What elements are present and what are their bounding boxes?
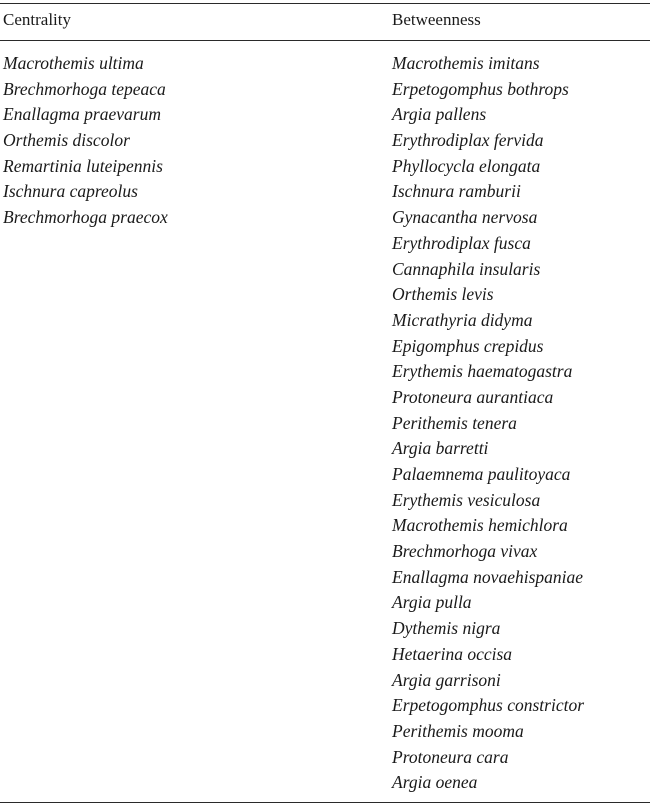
species-name: Micrathyria didyma [392, 309, 533, 330]
species-name: Erpetogomphus bothrops [392, 78, 569, 99]
species-name: Brechmorhoga vivax [392, 541, 538, 562]
species-name: Palaemnema paulitoyaca [392, 464, 571, 484]
species-name: Argia barretti [392, 438, 489, 459]
species-name: Argia pulla [392, 592, 472, 613]
species-name: Dythemis nigra [392, 618, 501, 639]
species-name: Enallagma novaehispaniae [392, 566, 584, 587]
species-name: Orthemis levis [392, 284, 494, 305]
centrality-column [3, 51, 168, 231]
species-name: Erpetogomphus constrictor [392, 695, 585, 716]
species-name: Cannaphila insularis [392, 258, 541, 279]
header-betweenness: Betweenness [392, 10, 481, 29]
species-name: Gynacantha nervosa [392, 207, 538, 228]
betweenness-column [392, 51, 584, 796]
species-name: Erythrodiplax fusca [392, 232, 531, 253]
species-name: Enallagma praevarum [3, 104, 161, 125]
top-rule [0, 3, 650, 4]
species-name: Remartinia luteipennis [3, 155, 163, 176]
header-centrality: Centrality [3, 10, 71, 29]
species-name: Epigomphus crepidus [392, 335, 544, 356]
species-name: Argia oenea [392, 772, 478, 793]
species-name: Hetaerina occisa [392, 643, 513, 664]
species-name: Argia pallens [392, 104, 487, 125]
species-name: Protoneura cara [392, 746, 509, 767]
species-name: Erythrodiplax fervida [392, 130, 544, 151]
species-name: Protoneura aurantiaca [392, 386, 554, 407]
species-name: Perithemis mooma [392, 720, 524, 741]
header-rule [0, 40, 650, 41]
species-name: Brechmorhoga praecox [3, 207, 168, 228]
species-name: Macrothemis imitans [392, 53, 540, 73]
species-name: Erythemis haematogastra [392, 361, 573, 382]
species-name: Orthemis discolor [3, 130, 130, 151]
species-name: Brechmorhoga tepeaca [3, 78, 166, 99]
species-name: Macrothemis ultima [3, 53, 144, 73]
bottom-rule [0, 802, 650, 803]
species-name: Erythemis vesiculosa [392, 489, 541, 510]
species-name: Phyllocycla elongata [392, 155, 541, 176]
species-name: Macrothemis hemichlora [392, 515, 568, 536]
species-name: Perithemis tenera [392, 412, 517, 433]
species-name: Ischnura capreolus [3, 181, 138, 202]
species-name: Argia garrisoni [392, 669, 501, 690]
species-name: Ischnura ramburii [392, 181, 521, 202]
